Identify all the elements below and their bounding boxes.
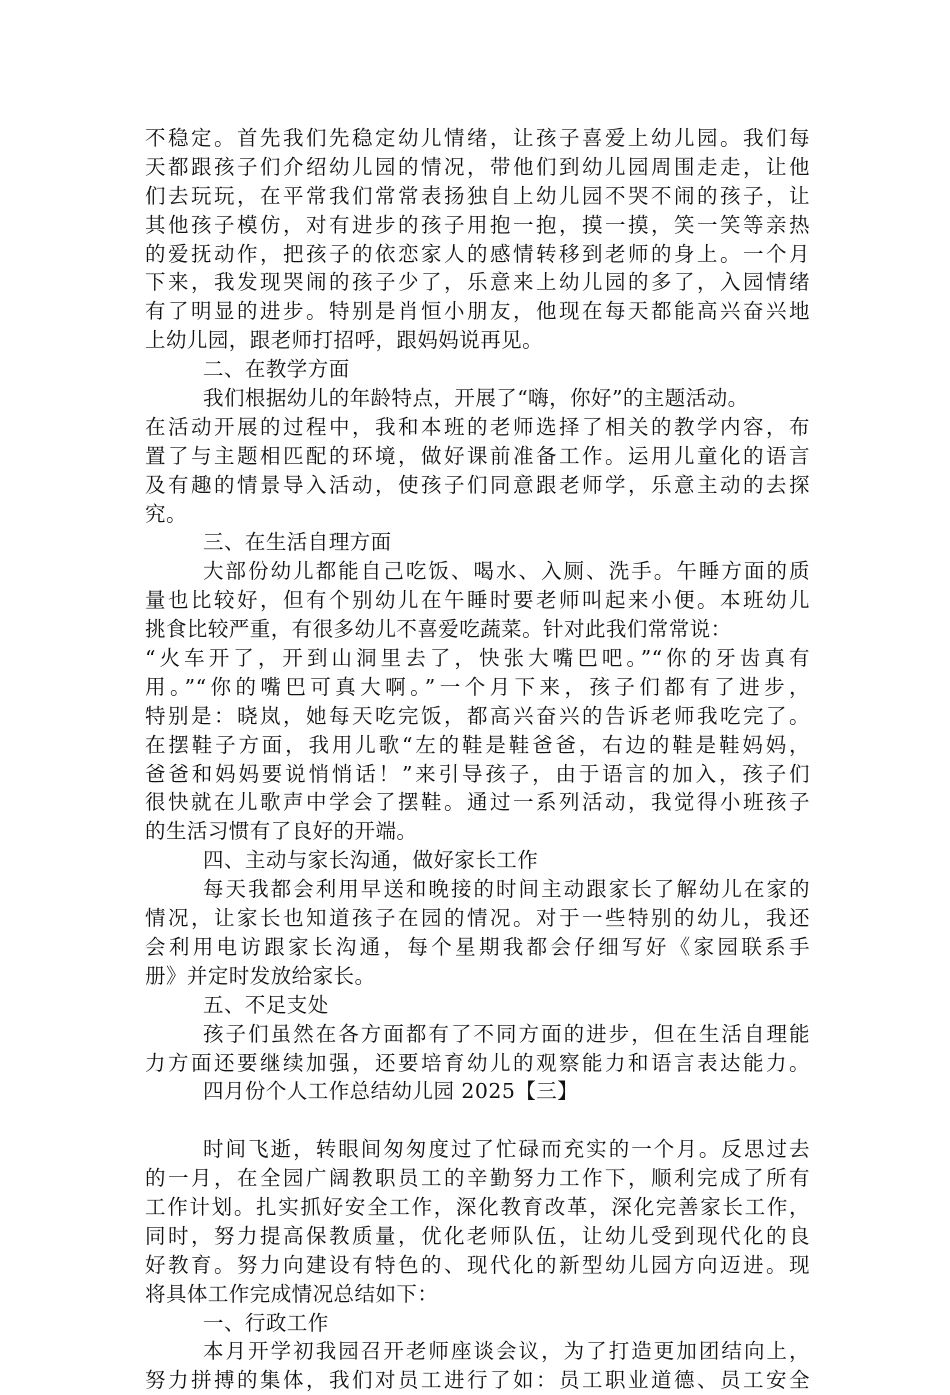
text-line: 的一月，在全园广阔教职员工的辛勤努力工作下，顺利完成了所有 bbox=[145, 1166, 810, 1191]
text-line: 量也比较好，但有个别幼儿在午睡时要老师叫起来小便。本班幼儿 bbox=[145, 588, 810, 613]
text-line: 本月开学初我园召开老师座谈会议，为了打造更加团结向上， bbox=[203, 1339, 810, 1364]
text-line: 们去玩玩，在平常我们常常表扬独自上幼儿园不哭不闹的孩子，让 bbox=[145, 183, 810, 208]
text-line: 的生活习惯有了良好的开端。 bbox=[145, 819, 418, 844]
blank-line bbox=[145, 1106, 810, 1135]
text-line: 天都跟孩子们介绍幼儿园的情况，带他们到幼儿园周围走走，让他 bbox=[145, 154, 810, 179]
text-line: 同时，努力提高保教质量，优化老师队伍，让幼儿受到现代化的良 bbox=[145, 1223, 810, 1248]
text-line: 及有趣的情景导入活动，使孩子们同意跟老师学，乐意主动的去探 bbox=[145, 472, 810, 497]
text-line: 情况，让家长也知道孩子在园的情况。对于一些特别的幼儿，我还 bbox=[145, 906, 810, 931]
text-line: 五、不足支处 bbox=[203, 992, 329, 1017]
text-line: 时间飞逝，转眼间匆匆度过了忙碌而充实的一个月。反思过去 bbox=[203, 1137, 810, 1162]
text-line: 的爱抚动作，把孩子的依恋家人的感情转移到老师的身上。一个月 bbox=[145, 241, 810, 266]
text-line: 用。”“你的嘴巴可真大啊。”一个月下来，孩子们都有了进步， bbox=[145, 674, 810, 699]
text-line: 努力拼搏的集体，我们对员工进行了如：员工职业道德、员工安全 bbox=[145, 1368, 810, 1393]
text-line: 每天我都会利用早送和晚接的时间主动跟家长了解幼儿在家的 bbox=[203, 877, 810, 902]
text-line: 四、主动与家长沟通，做好家长工作 bbox=[203, 848, 539, 873]
text-line: 挑食比较严重，有很多幼儿不喜爱吃蔬菜。针对此我们常常说： bbox=[145, 617, 732, 642]
text-line: 上幼儿园，跟老师打招呼，跟妈妈说再见。 bbox=[145, 328, 544, 353]
text-line: 三、在生活自理方面 bbox=[203, 530, 392, 555]
text-line: 好教育。努力向建设有特色的、现代化的新型幼儿园方向迈进。现 bbox=[145, 1252, 810, 1277]
text-line: 有了明显的进步。特别是肖恒小朋友，他现在每天都能高兴奋兴地 bbox=[145, 299, 810, 324]
text-line: 下来，我发现哭闹的孩子少了，乐意来上幼儿园的多了，入园情绪 bbox=[145, 270, 810, 295]
text-line: 工作计划。扎实抓好安全工作，深化教育改革，深化完善家长工作， bbox=[145, 1194, 810, 1219]
text-line: 二、在教学方面 bbox=[203, 357, 350, 382]
text-line: 会利用电访跟家长沟通，每个星期我都会仔细写好《家园联系手 bbox=[145, 934, 810, 959]
document-body bbox=[145, 124, 810, 1395]
text-line: 力方面还要继续加强，还要培育幼儿的观察能力和语言表达能力。 bbox=[145, 1050, 810, 1075]
text-line: 特别是：晓岚，她每天吃完饭，都高兴奋兴的告诉老师我吃完了。 bbox=[145, 703, 810, 728]
text-line: 很快就在儿歌声中学会了摆鞋。通过一系列活动，我觉得小班孩子 bbox=[145, 790, 810, 815]
text-line: 置了与主题相匹配的环境，做好课前准备工作。运用儿童化的语言 bbox=[145, 443, 810, 468]
text-line: 一、行政工作 bbox=[203, 1310, 329, 1335]
text-line: 爸爸和妈妈要说悄悄话！”来引导孩子，由于语言的加入，孩子们 bbox=[145, 761, 810, 786]
text-line: “火车开了，开到山洞里去了，快张大嘴巴吧。”“你的牙齿真有 bbox=[145, 646, 810, 671]
text-line: 将具体工作完成情况总结如下： bbox=[145, 1281, 439, 1306]
text-line: 大部份幼儿都能自己吃饭、喝水、入厕、洗手。午睡方面的质 bbox=[203, 559, 810, 584]
text-line: 其他孩子模仿，对有进步的孩子用抱一抱，摸一摸，笑一笑等亲热 bbox=[145, 212, 810, 237]
text-line: 究。 bbox=[145, 501, 187, 526]
text-line: 册》并定时发放给家长。 bbox=[145, 963, 376, 988]
text-line: 四月份个人工作总结幼儿园 2025【三】 bbox=[203, 1079, 579, 1104]
text-line: 我们根据幼儿的年龄特点，开展了“嗨，你好”的主题活动。 bbox=[203, 386, 749, 411]
text-line: 不稳定。首先我们先稳定幼儿情绪，让孩子喜爱上幼儿园。我们每 bbox=[145, 126, 810, 150]
text-line: 在摆鞋子方面，我用儿歌“左的鞋是鞋爸爸，右边的鞋是鞋妈妈， bbox=[145, 732, 810, 757]
text-line: 孩子们虽然在各方面都有了不同方面的进步，但在生活自理能 bbox=[203, 1021, 810, 1046]
text-line: 在活动开展的过程中，我和本班的老师选择了相关的教学内容，布 bbox=[145, 414, 810, 439]
